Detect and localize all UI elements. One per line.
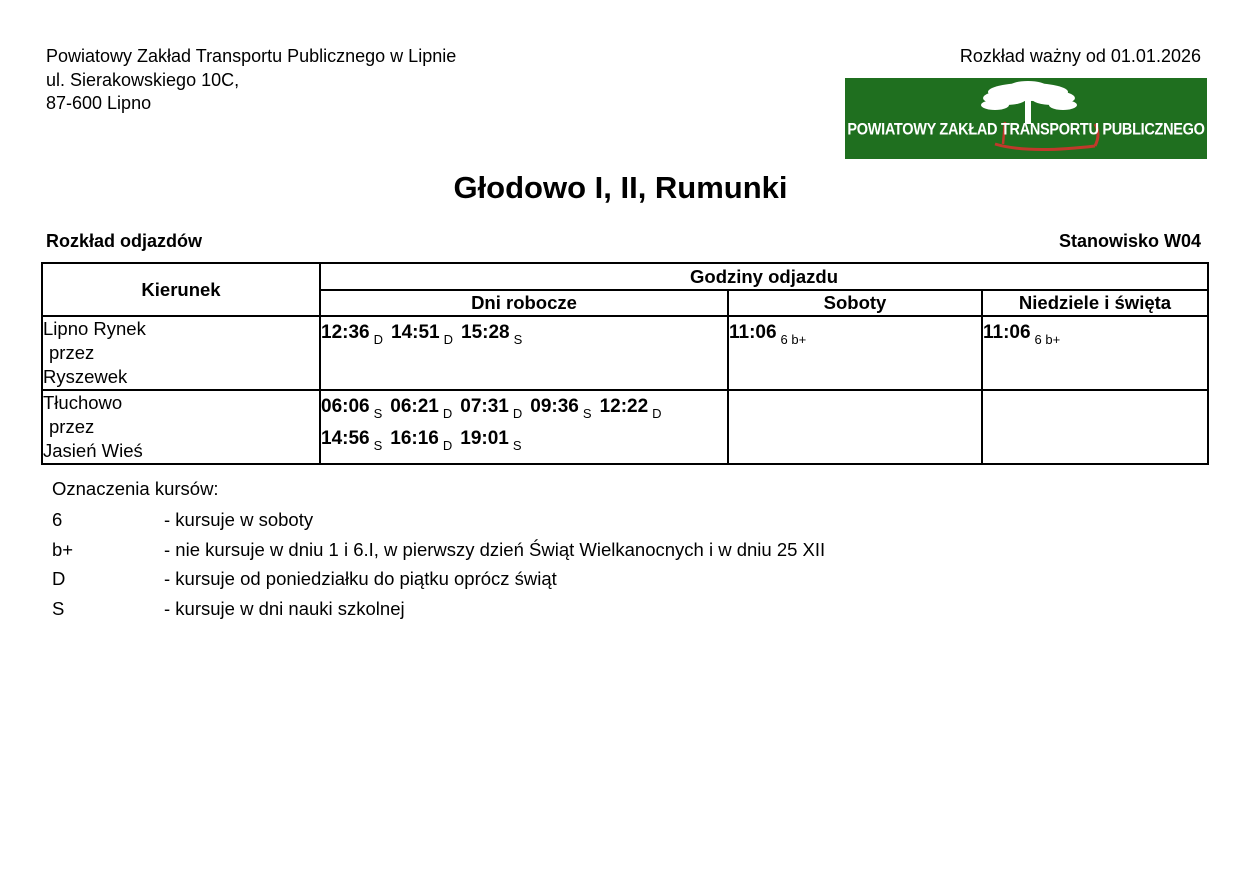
departure-time: 14:51 — [391, 322, 440, 343]
departure-time: 16:16 — [390, 428, 439, 449]
platform-label: Stanowisko W04 — [1058, 231, 1201, 251]
departure-time: 11:06 — [983, 322, 1031, 343]
departure-time: 15:28 — [461, 322, 510, 343]
departure — [390, 423, 452, 455]
operator-logo — [845, 78, 1207, 159]
course-mark: D — [652, 406, 662, 421]
departure-time: 14:56 — [321, 428, 370, 449]
departure — [600, 391, 662, 423]
legend-description: - kursuje w dni nauki szkolnej — [164, 598, 405, 620]
course-mark: D — [442, 406, 453, 421]
departure-time: 09:36 — [530, 396, 579, 417]
stop-title: Głodowo I, II, Rumunki — [453, 170, 788, 205]
departure-time: 19:01 — [460, 428, 509, 449]
legend-description: - kursuje w soboty — [164, 509, 314, 530]
departure-time: 11:06 — [729, 322, 777, 343]
departure-time: 06:21 — [390, 396, 439, 417]
table-row — [42, 316, 1208, 390]
departure-time: 12:36 — [321, 322, 370, 343]
times-weekdays — [320, 316, 728, 390]
departure — [390, 391, 452, 423]
departure — [530, 391, 591, 423]
header-sundays: Niedziele i święta — [982, 290, 1208, 316]
header-direction: Kierunek — [42, 263, 320, 316]
course-mark: S — [582, 406, 592, 421]
departure — [460, 423, 521, 455]
departure-time: 06:06 — [321, 396, 370, 417]
departure-time: 07:31 — [460, 396, 509, 417]
course-mark: 6 b+ — [1034, 332, 1061, 347]
header-weekdays: Dni robocze — [320, 290, 728, 316]
legend-description: - kursuje od poniedziałku do piątku oprócz świąt — [164, 568, 557, 590]
departure — [321, 391, 382, 423]
via-stop: Ryszewek — [43, 366, 128, 387]
valid-from: Rozkład ważny od 01.01.2026 — [959, 46, 1201, 66]
course-mark: D — [512, 406, 523, 421]
course-mark: D — [442, 438, 453, 453]
course-mark: S — [373, 406, 383, 421]
direction-name: Tłuchowo — [43, 392, 123, 413]
legend-title: Oznaczenia kursów: — [52, 478, 219, 499]
departure — [461, 317, 522, 349]
header-departure-hours: Godziny odjazdu — [320, 263, 1208, 290]
times-weekdays — [320, 390, 728, 464]
operator-name: Powiatowy Zakład Transportu Publicznego w Lipnie — [46, 46, 457, 66]
operator-street: ul. Sierakowskiego 10C, — [46, 69, 240, 90]
departure — [460, 391, 522, 423]
legend-description: - nie kursuje w dniu 1 i 6.I, w pierwszy dzień Świąt Wielkanocnych i w dniu 25 XII — [164, 538, 826, 560]
direction-cell — [42, 316, 320, 390]
times-saturdays — [728, 316, 982, 390]
course-mark: D — [373, 332, 383, 347]
departure — [321, 423, 382, 455]
legend-code: 6 — [52, 509, 63, 530]
legend-code: b+ — [52, 538, 74, 560]
logo-text: POWIATOWY ZAKŁAD TRANSPORTU PUBLICZNEGO — [847, 120, 1205, 140]
course-mark: 6 b+ — [780, 332, 807, 347]
times-sundays — [982, 316, 1208, 390]
via-stop: Jasień Wieś — [43, 440, 143, 461]
via-label: przez — [49, 416, 95, 437]
departure — [983, 317, 1060, 349]
header-saturdays: Soboty — [728, 290, 982, 316]
course-mark: D — [443, 332, 453, 347]
course-mark: S — [512, 438, 522, 453]
times-sundays — [982, 390, 1208, 464]
direction-name: Lipno Rynek — [43, 318, 146, 339]
departure — [321, 317, 383, 349]
operator-address — [46, 45, 456, 116]
course-mark: S — [373, 438, 383, 453]
course-mark: S — [513, 332, 523, 347]
direction-cell — [42, 390, 320, 464]
tree-icon — [845, 78, 1207, 159]
departure — [391, 317, 453, 349]
legend-code: D — [52, 568, 66, 590]
section-label: Rozkład odjazdów — [46, 231, 203, 251]
timetable — [41, 262, 1209, 465]
via-label: przez — [49, 342, 95, 363]
departure-time: 12:22 — [599, 396, 649, 417]
legend-code: S — [52, 598, 65, 620]
times-saturdays — [728, 390, 982, 464]
table-row — [42, 390, 1208, 464]
operator-city: 87-600 Lipno — [46, 93, 152, 113]
departure — [729, 317, 806, 349]
